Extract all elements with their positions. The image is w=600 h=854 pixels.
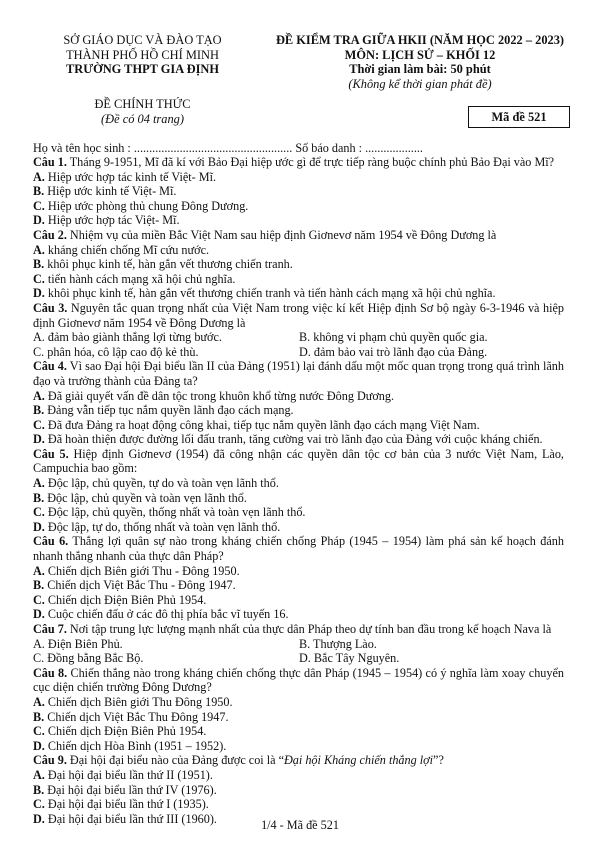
exam-title: ĐỀ KIỂM TRA GIỮA HKII (NĂM HỌC 2022 – 2023)	[275, 33, 565, 47]
option-text: Hiệp ước kinh tế Việt- Mĩ.	[44, 184, 177, 199]
answer-option	[33, 170, 564, 185]
answer-option	[33, 257, 564, 272]
answer-option	[33, 564, 564, 579]
city-name: THÀNH PHỐ HỒ CHÍ MINH	[66, 47, 219, 62]
answer-option	[33, 286, 564, 301]
option-text: Chiến dịch Biên giới Thu Đông 1950.	[44, 694, 233, 709]
question-number: Câu 9.	[33, 753, 67, 768]
exam-subject: MÔN: LỊCH SỬ – KHỐI 12	[344, 47, 496, 62]
option-text: đảm bảo vai trò lãnh đạo của Đảng.	[310, 344, 488, 359]
question-stem	[33, 622, 564, 637]
option-letter: A.	[33, 767, 45, 782]
option-letter: D.	[33, 811, 45, 826]
question-text: Vì sao Đại hội Đại biểu lần II của Đảng (1951) lại đánh dấu một mốc quan trọng trong quá trình lãnh đạo và trưởng thành của Đảng ta?	[33, 359, 564, 388]
question-number: Câu 1.	[33, 155, 67, 169]
exam-duration-note: (Không kể thời gian phát đề)	[348, 76, 492, 91]
question-stem	[33, 534, 564, 563]
option-letter: B.	[33, 184, 45, 199]
option-letter: A.	[33, 476, 45, 491]
answer-option	[33, 593, 564, 608]
question-stem	[33, 753, 564, 768]
answer-option-row	[33, 637, 564, 652]
answer-option	[33, 520, 564, 535]
exam-duration: Thời gian làm bài: 50 phút	[349, 62, 491, 76]
answer-option	[33, 651, 299, 666]
answer-option	[299, 637, 377, 652]
option-letter: B.	[299, 636, 311, 651]
answer-option	[33, 783, 564, 798]
option-text: Đại hội đại biểu lần thứ II (1951).	[44, 767, 213, 782]
option-text: Đại hội đại biểu lần thứ I (1935).	[44, 797, 209, 812]
option-text: Hiệp ước hợp tác kinh tế Việt- Mĩ.	[44, 169, 217, 184]
answer-option	[33, 768, 564, 783]
answer-option	[33, 243, 564, 258]
question-list	[33, 155, 564, 826]
option-letter: C.	[33, 797, 45, 812]
question-text-end: ”?	[433, 753, 444, 768]
option-text: Độc lập, tự do, thống nhất và toàn vẹn lãnh thổ.	[44, 519, 281, 534]
question-text: Hiệp định Giơnevơ (1954) đã công nhận các quyền dân tộc cơ bản của 3 nước Việt Nam, Lào, Campuchia bao gồm:	[33, 446, 564, 476]
option-letter: C.	[33, 344, 45, 359]
question-number: Câu 6.	[33, 534, 69, 549]
option-text: Chiến dịch Điện Biên Phủ 1954.	[44, 724, 207, 739]
answer-option	[299, 330, 488, 345]
option-letter: C.	[33, 724, 45, 739]
answer-option-row	[33, 345, 564, 360]
question-text-italic: Đại hội Kháng chiến thắng lợi	[284, 753, 434, 768]
option-text: Đại hội đại biểu lần thứ IV (1976).	[44, 782, 217, 797]
question-stem	[33, 359, 564, 388]
school-name: TRƯỜNG THPT GIA ĐỊNH	[66, 62, 219, 76]
option-text: Chiến dịch Việt Bắc Thu - Đông 1947.	[44, 578, 236, 593]
student-info-line: Họ và tên học sinh : .................................................... Số báo danh : ...................	[33, 141, 423, 155]
option-letter: D.	[33, 519, 45, 534]
answer-option-row	[33, 651, 564, 666]
option-text: Độc lập, chủ quyền, tự do và toàn vẹn lãnh thổ.	[44, 476, 279, 491]
option-letter: B.	[33, 578, 45, 593]
official-label: ĐỀ CHÍNH THỨC	[94, 97, 191, 111]
pages-note: (Đề có 04 trang)	[101, 111, 184, 126]
option-text: Chiến dịch Biên giới Thu - Đông 1950.	[44, 563, 240, 578]
option-text: Độc lập, chủ quyền và toàn vẹn lãnh thổ.	[44, 490, 247, 505]
exam-code-box: Mã đề 521	[468, 106, 570, 128]
question-text: Nguyên tắc quan trọng nhất của Việt Nam trong việc kí kết Hiệp định Sơ bộ ngày 6-3-1946 và hiệp định Giơnevơ năm 1954 về Đông Dương là	[33, 300, 564, 330]
option-text: Thượng Lào.	[310, 636, 377, 651]
answer-option	[33, 184, 564, 199]
answer-option	[33, 578, 564, 593]
option-letter: C.	[33, 271, 45, 286]
option-letter: A.	[33, 636, 45, 651]
page-footer: 1/4 - Mã đề 521	[261, 818, 339, 832]
option-letter: D.	[299, 344, 311, 359]
answer-option	[33, 710, 564, 725]
option-text: Đã hoàn thiện được đường lối đấu tranh, tăng cường vai trò lãnh đạo của Đảng với cuộc kháng chiến.	[44, 432, 543, 447]
option-letter: D.	[299, 651, 311, 666]
option-letter: A.	[33, 388, 45, 403]
question-stem	[33, 228, 564, 243]
option-letter: C.	[33, 651, 45, 666]
option-text: Đã đưa Đảng ra hoạt động công khai, tiếp tục nắm quyền lãnh đạo cách mạng Việt Nam.	[44, 417, 480, 432]
school-header	[20, 33, 265, 77]
option-letter: C.	[33, 417, 45, 432]
option-text: khôi phục kinh tế, hàn gắn vết thương chiến tranh.	[44, 257, 293, 272]
option-text: Điện Biên Phủ.	[44, 636, 123, 651]
answer-option	[33, 213, 564, 228]
answer-option	[33, 695, 564, 710]
answer-option	[33, 607, 564, 622]
exam-header	[255, 33, 585, 91]
option-letter: D.	[33, 432, 45, 447]
option-letter: A.	[33, 694, 45, 709]
answer-option	[33, 637, 299, 652]
option-letter: B.	[33, 403, 45, 418]
question-stem	[33, 666, 564, 695]
option-text: không vi phạm chủ quyền quốc gia.	[310, 330, 488, 345]
answer-option	[33, 505, 564, 520]
question-number: Câu 2.	[33, 227, 67, 242]
question-number: Câu 8.	[33, 665, 68, 680]
answer-option	[299, 651, 399, 666]
answer-option	[33, 432, 564, 447]
option-letter: C.	[33, 592, 45, 607]
answer-option	[33, 199, 564, 214]
answer-option	[33, 272, 564, 287]
question-text: Nhiệm vụ của miền Bắc Việt Nam sau hiệp định Giơnevơ năm 1954 về Đông Dương là	[66, 227, 497, 242]
option-letter: A.	[33, 242, 45, 257]
answer-option	[33, 345, 299, 360]
question-text: Đại hội đại biểu nào của Đảng được coi là “	[66, 753, 284, 768]
option-text: Đồng bằng Bắc Bộ.	[44, 651, 144, 666]
option-letter: B.	[33, 709, 45, 724]
question-stem	[33, 447, 564, 476]
answer-option	[33, 389, 564, 404]
question-stem	[33, 155, 564, 170]
option-letter: A.	[33, 169, 45, 184]
answer-option	[33, 330, 299, 345]
option-text: Cuộc chiến đấu ở các đô thị phía bắc vĩ tuyến 16.	[44, 607, 289, 622]
option-letter: B.	[33, 782, 45, 797]
question-text: Thắng lợi quân sự nào trong kháng chiến chống Pháp (1945 – 1954) làm phá sản kế hoạch đánh nhanh thắng nhanh của thực dân Pháp?	[33, 534, 564, 564]
option-letter: C.	[33, 198, 45, 213]
question-text: Nơi tập trung lực lượng mạnh nhất của thực dân Pháp theo dự tính ban đầu trong kế hoạch Nava là	[66, 622, 552, 636]
answer-option	[33, 403, 564, 418]
option-text: Đại hội đại biểu lần thứ III (1960).	[44, 811, 217, 826]
option-letter: B.	[33, 257, 45, 272]
official-block	[20, 97, 265, 126]
option-text: Bắc Tây Nguyên.	[310, 651, 400, 666]
answer-option	[33, 491, 564, 506]
question-number: Câu 7.	[33, 622, 67, 636]
option-text: Đảng vẫn tiếp tục nắm quyền lãnh đạo cách mạng.	[44, 403, 294, 418]
question-text: Chiến thắng nào trong kháng chiến chống thực dân Pháp (1945 – 1954) có ý nghĩa làm xoay chuyển cục diện chiến trường Đông Dương?	[33, 665, 564, 695]
answer-option	[33, 724, 564, 739]
option-letter: D.	[33, 213, 45, 228]
answer-option	[33, 418, 564, 433]
option-letter: B.	[299, 330, 311, 345]
option-letter: B.	[33, 490, 45, 505]
option-text: Chiến dịch Điện Biên Phủ 1954.	[44, 592, 207, 607]
option-text: Chiến dịch Việt Bắc Thu Đông 1947.	[44, 709, 229, 724]
answer-option	[33, 476, 564, 491]
option-text: Đã giải quyết vấn đề dân tộc trong khuôn khổ từng nước Đông Dương.	[44, 388, 395, 403]
option-text: đảm bảo giành thắng lợi từng bước.	[44, 330, 222, 345]
option-letter: C.	[33, 505, 45, 520]
option-letter: D.	[33, 607, 45, 622]
option-text: phân hóa, cô lập cao độ kẻ thù.	[44, 344, 199, 359]
question-number: Câu 4.	[33, 359, 67, 374]
question-text: Tháng 9-1951, Mĩ đã kí với Bảo Đại hiệp ước gì để trực tiếp ràng buộc chính phủ Bảo Đại vào Mĩ?	[66, 155, 555, 169]
answer-option	[33, 797, 564, 812]
option-text: tiến hành cách mạng xã hội chủ nghĩa.	[44, 271, 236, 286]
question-stem	[33, 301, 564, 330]
option-letter: D.	[33, 738, 45, 753]
question-number: Câu 3.	[33, 300, 68, 315]
option-text: Độc lập, chủ quyền, thống nhất và toàn vẹn lãnh thổ.	[44, 505, 306, 520]
option-text: Chiến dịch Hòa Bình (1951 – 1952).	[44, 738, 227, 753]
option-text: khôi phục kinh tế, hàn gắn vết thương chiến tranh và tiến hành cách mạng xã hội chủ nghĩa.	[44, 286, 496, 301]
question-number: Câu 5.	[33, 446, 69, 461]
option-text: Hiệp ước phòng thủ chung Đông Dương.	[44, 198, 249, 213]
option-text: Hiệp ước hợp tác Việt- Mĩ.	[44, 213, 180, 228]
department-name: SỞ GIÁO DỤC VÀ ĐÀO TẠO	[63, 33, 222, 47]
answer-option	[33, 739, 564, 754]
option-text: kháng chiến chống Mĩ cứu nước.	[44, 242, 210, 257]
answer-option-row	[33, 330, 564, 345]
option-letter: A.	[33, 563, 45, 578]
option-letter: A.	[33, 330, 45, 345]
answer-option	[299, 345, 487, 360]
option-letter: D.	[33, 286, 45, 301]
